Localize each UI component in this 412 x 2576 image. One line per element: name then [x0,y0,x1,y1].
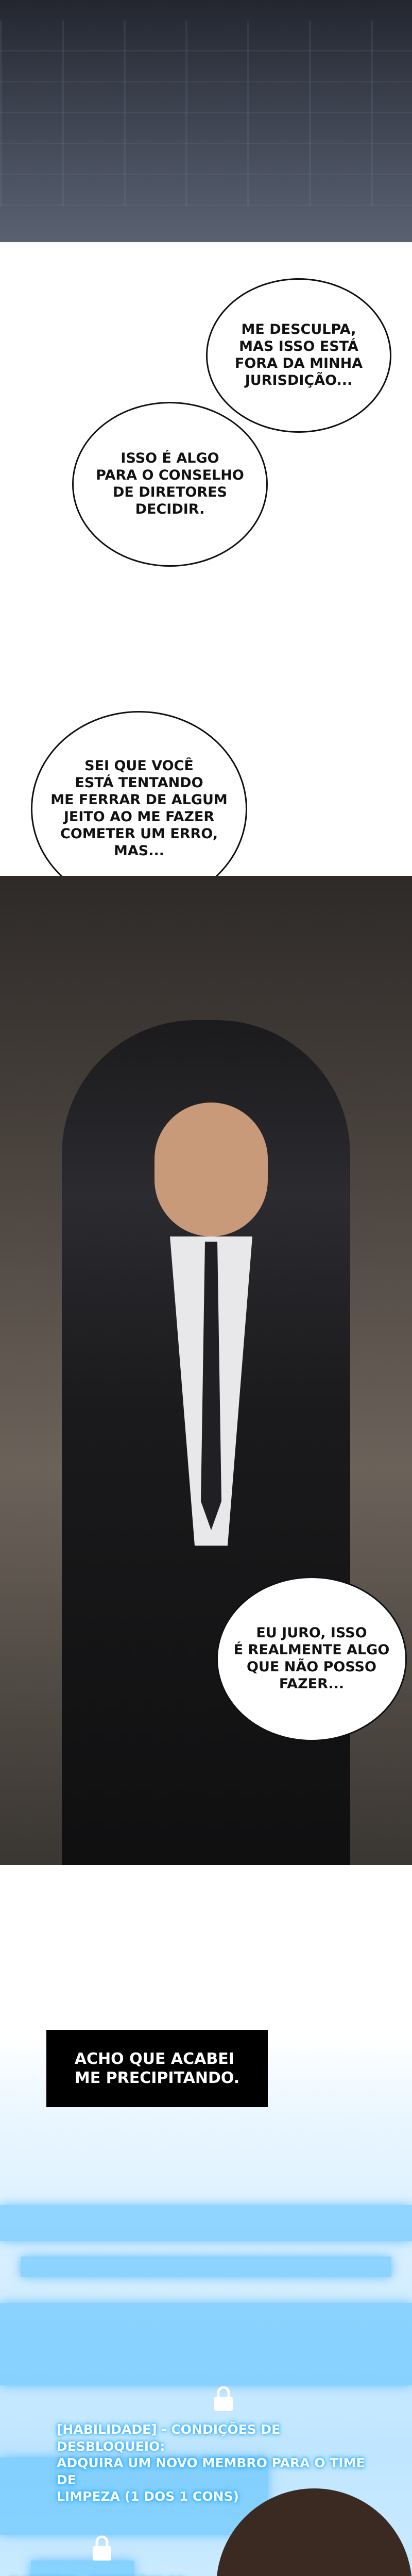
holo-block [31,2561,134,2576]
speech-text-board: ISSO É ALGO PARA O CONSELHO DE DIRETORES DECIDIR. [96,450,244,517]
speech-bubble-sorry [206,278,391,433]
system-unlock-condition-1: [HABILIDADE] - CONDIÇÕES DE DESBLOQUEIO: ADQUIRA UM NOVO MEMBRO PARA O TIME DE LIMPEZA (1 DOS 1 CONS) [57,2422,365,2504]
lock-icon [212,2385,235,2412]
narration-box-rushed [46,2030,268,2107]
holo-block [21,2257,391,2277]
holo-block [0,2303,412,2385]
speech-bubble-swear [216,1577,407,1741]
speech-text-sorry: ME DESCULPA, MAS ISSO ESTÁ FORA DA MINHA JURISDIÇÃO... [234,321,363,388]
office-window-panel [0,0,412,242]
lock-icon [91,2535,113,2562]
man-face [154,1103,268,1236]
speech-text-trying: SEI QUE VOCÊ ESTÁ TENTANDO ME FERRAR DE ALGUM JEITO AO ME FAZER COMETER UM ERRO, MAS... [50,758,228,859]
narration-text-rushed: ACHO QUE ACABEI ME PRECIPITANDO. [74,2049,240,2087]
speech-text-swear: EU JURO, ISSO É REALMENTE ALGO QUE NÃO POSSO FAZER... [233,1625,390,1692]
holo-block [0,2205,412,2241]
office-window-grid [0,21,412,206]
speech-bubble-board [72,402,268,567]
